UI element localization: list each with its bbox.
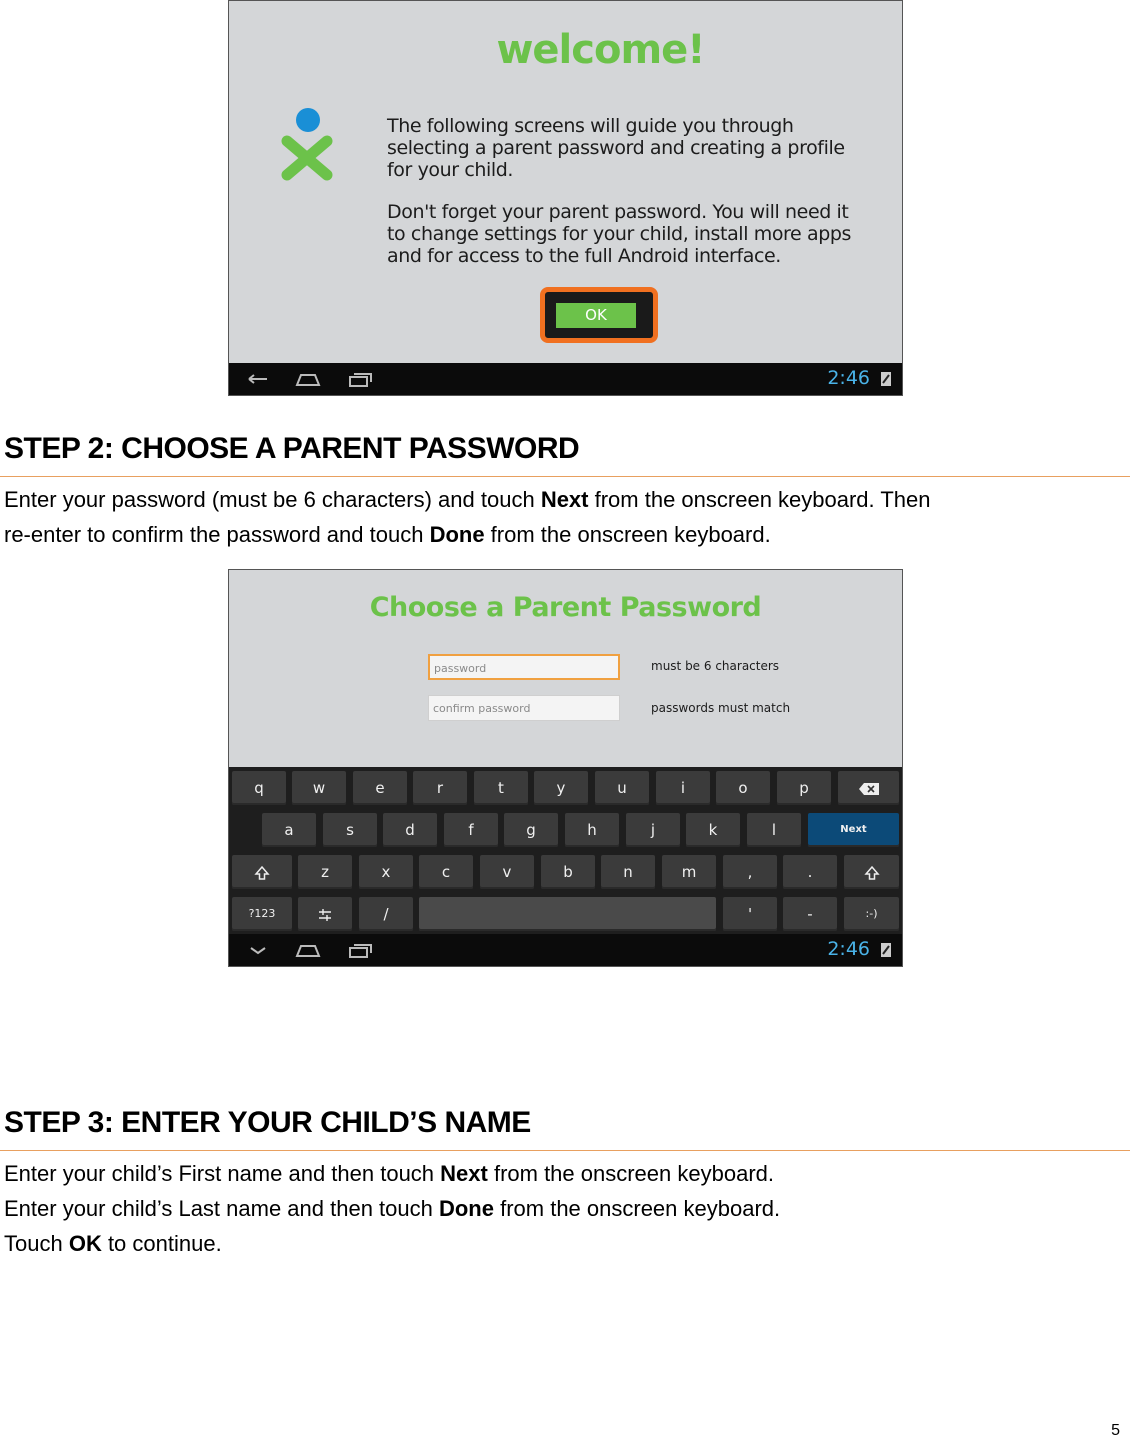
- step3-divider: [0, 1150, 1130, 1151]
- key-g[interactable]: g: [504, 813, 558, 847]
- step3-heading: STEP 3: ENTER YOUR CHILD’S NAME: [4, 1106, 531, 1139]
- key-x[interactable]: x: [359, 855, 413, 889]
- key-z[interactable]: z: [298, 855, 352, 889]
- smiley-key[interactable]: :-): [844, 897, 899, 931]
- text: Touch: [4, 1231, 69, 1256]
- key-k[interactable]: k: [686, 813, 740, 847]
- text: re-enter to confirm the password and touch: [4, 522, 430, 547]
- home-icon[interactable]: [293, 940, 323, 960]
- key-slash[interactable]: /: [359, 897, 413, 931]
- shift-icon: [254, 865, 270, 881]
- key-o[interactable]: o: [716, 771, 770, 805]
- key-w[interactable]: w: [292, 771, 346, 805]
- shift-icon: [864, 865, 880, 881]
- backspace-icon: [859, 783, 879, 795]
- key-v[interactable]: v: [480, 855, 534, 889]
- clock: 2:46: [827, 367, 870, 389]
- text: Enter your password (must be 6 characters) and touch: [4, 487, 541, 512]
- ok-emphasis: OK: [68, 1231, 102, 1256]
- confirm-hint: passwords must match: [651, 701, 791, 715]
- recent-apps-icon[interactable]: [345, 940, 375, 960]
- step2-line-1: [4, 482, 931, 517]
- step2-heading: STEP 2: CHOOSE A PARENT PASSWORD: [4, 432, 580, 465]
- done-emphasis: Done: [429, 522, 485, 547]
- next-emphasis: Next: [440, 1161, 488, 1186]
- key-apostrophe[interactable]: ': [723, 897, 777, 931]
- recent-apps-icon[interactable]: [345, 369, 375, 389]
- step2-instructions: [4, 482, 931, 552]
- step3-line-2: [4, 1191, 780, 1226]
- welcome-paragraph-1: The following screens will guide you through selecting a parent password and creating a profile for your child.: [387, 115, 845, 181]
- key-y[interactable]: y: [534, 771, 588, 805]
- text: from the onscreen keyboard.: [484, 522, 771, 547]
- symbols-key[interactable]: ?123: [232, 897, 292, 931]
- step2-divider: [0, 476, 1130, 477]
- welcome-text: [387, 115, 857, 287]
- key-p[interactable]: p: [777, 771, 831, 805]
- text: from the onscreen keyboard. Then: [588, 487, 931, 512]
- password-hint: must be 6 characters: [651, 659, 780, 673]
- hide-keyboard-icon[interactable]: [243, 940, 273, 960]
- settings-key[interactable]: [298, 897, 352, 931]
- key-period[interactable]: .: [783, 855, 837, 889]
- key-u[interactable]: u: [595, 771, 649, 805]
- password-screenshot: [228, 569, 903, 967]
- step2-line-2: [4, 517, 931, 552]
- key-i[interactable]: i: [656, 771, 710, 805]
- notification-icon: [880, 942, 892, 958]
- key-comma[interactable]: ,: [723, 855, 777, 889]
- key-r[interactable]: r: [413, 771, 467, 805]
- space-key[interactable]: [419, 897, 716, 931]
- key-a[interactable]: a: [262, 813, 316, 847]
- shift-key-right[interactable]: [844, 855, 899, 889]
- android-nav-bar: [229, 363, 902, 395]
- password-title: Choose a Parent Password: [369, 592, 762, 623]
- text: Enter your child’s Last name and then touch: [4, 1196, 439, 1221]
- next-key[interactable]: Next: [808, 813, 899, 847]
- shift-key-left[interactable]: [232, 855, 292, 889]
- key-b[interactable]: b: [541, 855, 595, 889]
- xo-logo-icon: [277, 103, 337, 183]
- confirm-password-input[interactable]: confirm password: [428, 695, 620, 721]
- ok-highlight: [540, 287, 658, 343]
- backspace-key[interactable]: [838, 771, 899, 805]
- key-h[interactable]: h: [565, 813, 619, 847]
- key-c[interactable]: c: [419, 855, 473, 889]
- welcome-screenshot: [228, 0, 903, 396]
- key-n[interactable]: n: [601, 855, 655, 889]
- home-icon[interactable]: [293, 369, 323, 389]
- key-l[interactable]: l: [747, 813, 801, 847]
- key-d[interactable]: d: [383, 813, 437, 847]
- key-j[interactable]: j: [626, 813, 680, 847]
- done-emphasis: Done: [438, 1196, 494, 1221]
- ok-button[interactable]: OK: [556, 303, 636, 328]
- key-e[interactable]: e: [353, 771, 407, 805]
- step3-line-1: [4, 1156, 780, 1191]
- key-q[interactable]: q: [232, 771, 286, 805]
- password-input[interactable]: password: [428, 654, 620, 680]
- step3-instructions: [4, 1156, 780, 1261]
- welcome-paragraph-2: Don't forget your parent password. You will need it to change settings for your child, install more apps and for access to the full Android interface.: [387, 201, 852, 267]
- text: from the onscreen keyboard.: [493, 1196, 781, 1221]
- android-nav-bar: [229, 934, 902, 966]
- back-icon[interactable]: [243, 369, 273, 389]
- key-t[interactable]: t: [474, 771, 528, 805]
- clock: 2:46: [827, 938, 870, 960]
- page-number: 5: [1111, 1422, 1120, 1439]
- step3-line-3: [4, 1226, 780, 1261]
- text: from the onscreen keyboard.: [487, 1161, 774, 1186]
- welcome-title: welcome!: [496, 27, 705, 73]
- onscreen-keyboard: [229, 767, 902, 935]
- settings-sliders-icon: [318, 908, 332, 922]
- notification-icon: [880, 371, 892, 387]
- key-s[interactable]: s: [323, 813, 377, 847]
- key-f[interactable]: f: [444, 813, 498, 847]
- next-emphasis: Next: [540, 487, 589, 512]
- key-m[interactable]: m: [662, 855, 716, 889]
- key-hyphen[interactable]: -: [783, 897, 837, 931]
- text: Enter your child’s First name and then touch: [4, 1161, 441, 1186]
- text: to continue.: [101, 1231, 222, 1256]
